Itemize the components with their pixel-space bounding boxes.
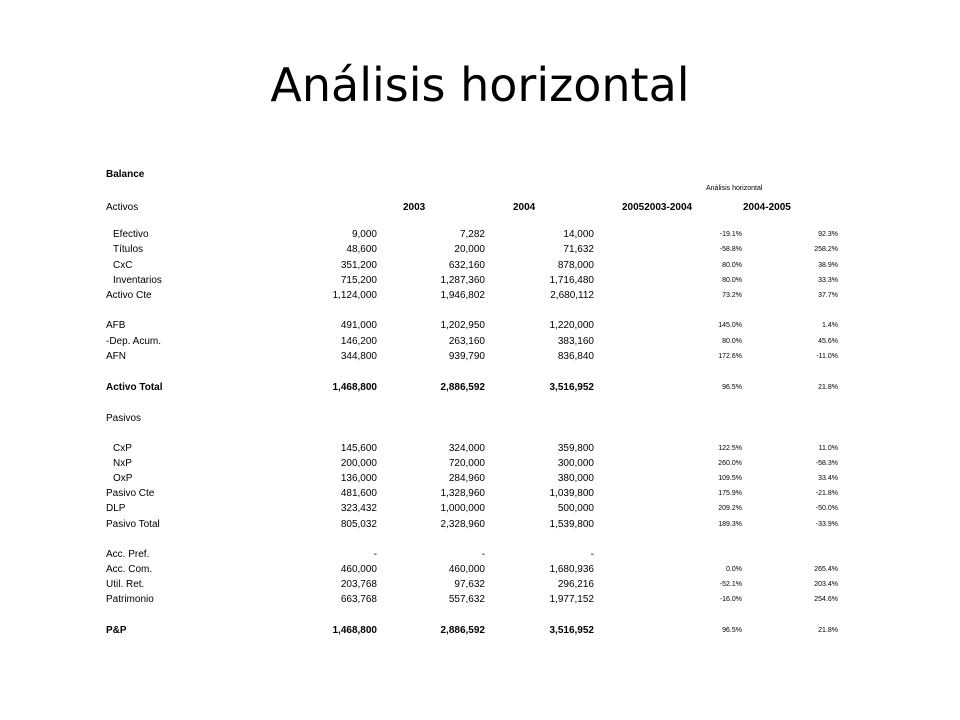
pct-2004-2005: -58.3% [815, 460, 838, 467]
value-2005: 1,039,800 [549, 488, 594, 499]
pct-2004-2005: -21.8% [815, 490, 838, 497]
pct-2004-2005: 37.7% [818, 292, 838, 299]
value-2004: 7,282 [459, 229, 485, 240]
table-row [0, 336, 960, 351]
value-2005: 836,840 [557, 351, 594, 362]
value-2003: 805,032 [340, 519, 377, 530]
value-2004: 97,632 [454, 579, 485, 590]
value-2004: 2,886,592 [440, 382, 485, 393]
pct-2003-2004: 80.0% [722, 277, 742, 284]
value-2005: 1,539,800 [549, 519, 594, 530]
row-label: Pasivos [106, 413, 142, 424]
value-2004: 1,328,960 [440, 488, 485, 499]
table-row [0, 320, 960, 335]
value-2004: 460,000 [448, 564, 485, 575]
value-2005: 3,516,952 [549, 382, 594, 393]
table-row [0, 458, 960, 473]
pct-2003-2004: -58.8% [719, 246, 742, 253]
value-2004: 20,000 [454, 244, 485, 255]
table-row [0, 413, 960, 428]
row-label: Acc. Com. [106, 564, 153, 575]
table-row [0, 625, 960, 640]
row-label: AFB [106, 320, 126, 331]
row-label: Efectivo [113, 229, 149, 240]
pct-2004-2005: 33.3% [818, 277, 838, 284]
pct-2003-2004: -16.0% [719, 596, 742, 603]
value-2003: 1,468,800 [332, 625, 377, 636]
header-2004-2005: 2004-2005 [743, 202, 791, 213]
pct-2004-2005: 254.6% [814, 596, 838, 603]
value-2005: 14,000 [563, 229, 594, 240]
row-label: DLP [106, 503, 126, 514]
value-2004: 324,000 [448, 443, 485, 454]
value-2005: 500,000 [557, 503, 594, 514]
pct-2004-2005: 92.3% [818, 231, 838, 238]
pct-2003-2004: 96.5% [722, 384, 742, 391]
value-2005: 300,000 [557, 458, 594, 469]
value-2004: 557,632 [448, 594, 485, 605]
row-label: Inventarios [113, 275, 162, 286]
row-label: P&P [106, 625, 127, 636]
pct-2004-2005: 33.4% [818, 475, 838, 482]
row-label: -Dep. Acum. [106, 336, 162, 347]
value-2003: - [373, 549, 377, 560]
pct-2004-2005: -11.0% [816, 353, 838, 360]
value-2004: 2,328,960 [440, 519, 485, 530]
value-2003: 481,600 [340, 488, 377, 499]
value-2003: 200,000 [340, 458, 377, 469]
value-2005: 1,977,152 [549, 594, 594, 605]
value-2005: 380,000 [557, 473, 594, 484]
pct-2004-2005: -50.0% [815, 505, 838, 512]
pct-2003-2004: 80.0% [722, 338, 742, 345]
row-label: NxP [113, 458, 132, 469]
table-row [0, 443, 960, 458]
pct-2003-2004: 109.5% [718, 475, 742, 482]
value-2003: 1,124,000 [332, 290, 377, 301]
table-row [0, 519, 960, 534]
pct-2004-2005: -33.9% [815, 521, 838, 528]
table-row [0, 260, 960, 275]
pct-2003-2004: 175.9% [718, 490, 742, 497]
table-row [0, 579, 960, 594]
value-2003: 460,000 [340, 564, 377, 575]
row-label: Títulos [113, 244, 144, 255]
value-2003: 136,000 [340, 473, 377, 484]
pct-2004-2005: 21.8% [818, 627, 838, 634]
value-2004: 284,960 [448, 473, 485, 484]
table-row [0, 229, 960, 244]
value-2005: 1,716,480 [549, 275, 594, 286]
value-2005: 71,632 [563, 244, 594, 255]
pct-2003-2004: 260.0% [718, 460, 742, 467]
value-2005: 3,516,952 [549, 625, 594, 636]
pct-2003-2004: 209.2% [718, 505, 742, 512]
value-2004: 2,886,592 [440, 625, 485, 636]
row-label: Pasivo Total [106, 519, 160, 530]
pct-2003-2004: -52.1% [719, 581, 742, 588]
value-2004: 263,160 [448, 336, 485, 347]
value-2003: 1,468,800 [332, 382, 377, 393]
pct-2003-2004: 80.0% [722, 262, 742, 269]
pct-2004-2005: 11.0% [818, 445, 838, 452]
table-row [0, 290, 960, 305]
value-2003: 344,800 [340, 351, 377, 362]
table-row [0, 275, 960, 290]
analysis-subheader: Análisis horizontal [706, 185, 763, 192]
pct-2003-2004: 145.0% [718, 322, 742, 329]
value-2005: 878,000 [557, 260, 594, 271]
value-2004: - [481, 549, 485, 560]
row-label: Util. Ret. [106, 579, 145, 590]
row-label: Patrimonio [106, 594, 154, 605]
row-label: AFN [106, 351, 126, 362]
pct-2004-2005: 203.4% [814, 581, 838, 588]
row-label: CxP [113, 443, 132, 454]
row-label: Activo Cte [106, 290, 152, 301]
value-2003: 9,000 [351, 229, 377, 240]
value-2003: 203,768 [340, 579, 377, 590]
table-row [0, 351, 960, 366]
row-label: Activo Total [106, 382, 163, 393]
value-2003: 715,200 [340, 275, 377, 286]
table-row [0, 244, 960, 259]
table-row [0, 473, 960, 488]
row-label: OxP [113, 473, 133, 484]
pct-2003-2004: 122.5% [718, 445, 742, 452]
table-row [0, 564, 960, 579]
value-2004: 1,000,000 [440, 503, 485, 514]
table-row [0, 549, 960, 564]
value-2004: 1,287,360 [440, 275, 485, 286]
value-2004: 939,790 [448, 351, 485, 362]
table-row [0, 594, 960, 609]
value-2004: 632,160 [448, 260, 485, 271]
slide-title: Análisis horizontal [270, 58, 690, 112]
header-2003: 2003 [403, 202, 426, 213]
row-label: CxC [113, 260, 133, 271]
pct-2003-2004: 0.0% [726, 566, 742, 573]
pct-2004-2005: 258.2% [814, 246, 838, 253]
pct-2003-2004: 96.5% [722, 627, 742, 634]
value-2003: 323,432 [340, 503, 377, 514]
value-2005: 383,160 [557, 336, 594, 347]
header-2005-2003-2004: 20052003-2004 [622, 202, 693, 213]
value-2003: 48,600 [346, 244, 377, 255]
value-2005: 2,680,112 [550, 290, 594, 301]
pct-2004-2005: 21.8% [818, 384, 838, 391]
value-2005: 1,220,000 [549, 320, 594, 331]
pct-2004-2005: 45.6% [818, 338, 838, 345]
value-2005: 296,216 [557, 579, 594, 590]
value-2005: 1,680,936 [549, 564, 594, 575]
header-2004: 2004 [513, 202, 536, 213]
table-row [0, 488, 960, 503]
pct-2003-2004: -19.1% [719, 231, 742, 238]
row-label: Acc. Pref. [106, 549, 150, 560]
value-2003: 351,200 [340, 260, 377, 271]
value-2003: 663,768 [340, 594, 377, 605]
pct-2003-2004: 73.2% [722, 292, 742, 299]
pct-2003-2004: 189.3% [718, 521, 742, 528]
value-2005: - [590, 549, 594, 560]
table-row [0, 503, 960, 518]
value-2003: 145,600 [340, 443, 377, 454]
pct-2004-2005: 38.9% [818, 262, 838, 269]
value-2004: 720,000 [448, 458, 485, 469]
table-title: Balance [106, 169, 145, 180]
value-2003: 146,200 [340, 336, 377, 347]
pct-2004-2005: 265.4% [814, 566, 838, 573]
value-2005: 359,800 [557, 443, 594, 454]
pct-2003-2004: 172.6% [718, 353, 742, 360]
value-2003: 491,000 [340, 320, 377, 331]
header-activos: Activos [106, 202, 139, 213]
value-2004: 1,202,950 [440, 320, 485, 331]
table-row [0, 382, 960, 397]
pct-2004-2005: 1.4% [822, 322, 838, 329]
value-2004: 1,946,802 [440, 290, 485, 301]
row-label: Pasivo Cte [106, 488, 155, 499]
